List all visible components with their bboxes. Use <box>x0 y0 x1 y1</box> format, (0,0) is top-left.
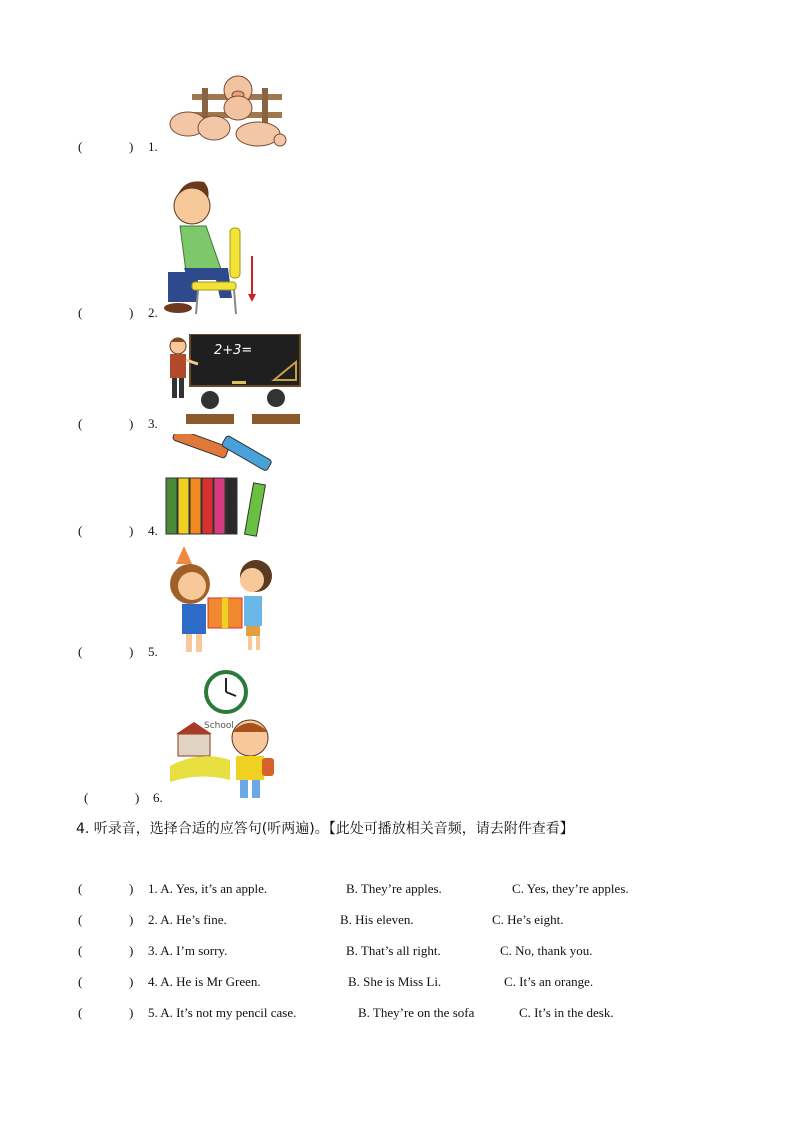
option-a: 5. A. It’s not my pencil case. <box>148 1005 297 1020</box>
item-number: 4. <box>148 523 158 538</box>
option-b: B. His eleven. <box>340 912 414 927</box>
option-c: C. He’s eight. <box>492 912 564 927</box>
answer-paren-open: ( <box>78 139 83 154</box>
option-b: B. That’s all right. <box>346 943 441 958</box>
answer-paren-close: ) <box>129 523 134 538</box>
teacher-classroom-picture <box>164 334 304 426</box>
gift-exchange-picture <box>162 546 276 656</box>
item-number: 6. <box>153 790 163 805</box>
item-number: 2. <box>148 305 158 320</box>
answer-paren-open: ( <box>78 305 83 320</box>
pigs-fence-picture <box>162 68 290 152</box>
answer-paren-close: ) <box>135 790 140 805</box>
answer-paren-close: ) <box>129 139 134 154</box>
option-c: C. It’s an orange. <box>504 974 594 989</box>
item-number: 3. <box>148 416 158 431</box>
answer-paren-close: ) <box>129 1005 134 1020</box>
item-number: 5. <box>148 644 158 659</box>
crayons-picture <box>164 434 272 538</box>
answer-paren-open: ( <box>78 523 83 538</box>
answer-paren-close: ) <box>129 644 134 659</box>
answer-paren-close: ) <box>129 305 134 320</box>
answer-paren-open: ( <box>78 1005 83 1020</box>
answer-paren-open: ( <box>78 912 83 927</box>
clock-school-boy-picture <box>170 670 278 804</box>
item-number: 1. <box>148 139 158 154</box>
answer-paren-open: ( <box>78 974 83 989</box>
option-c: C. Yes, they’re apples. <box>512 881 629 896</box>
option-b: B. They’re on the sofa <box>358 1005 475 1020</box>
option-a: 4. A. He is Mr Green. <box>148 974 261 989</box>
option-c: C. It’s in the desk. <box>519 1005 614 1020</box>
answer-paren-open: ( <box>78 943 83 958</box>
option-a: 1. A. Yes, it’s an apple. <box>148 881 268 896</box>
answer-paren-open: ( <box>78 881 83 896</box>
answer-paren-close: ) <box>129 416 134 431</box>
section-heading: 4. 听录音，选择合适的应答句(听两遍)。【此处可播放相关音频，请去附件查看】 <box>76 821 574 837</box>
option-c: C. No, thank you. <box>500 943 593 958</box>
boy-sit-down-picture <box>162 176 264 316</box>
option-b: B. They’re apples. <box>346 881 442 896</box>
option-a: 2. A. He’s fine. <box>148 912 227 927</box>
svg-text:School: School <box>204 721 234 731</box>
svg-text:2+3=: 2+3= <box>214 343 253 358</box>
answer-paren-open: ( <box>84 790 89 805</box>
answer-paren-open: ( <box>78 416 83 431</box>
answer-paren-close: ) <box>129 881 134 896</box>
answer-paren-close: ) <box>129 912 134 927</box>
option-a: 3. A. I’m sorry. <box>148 943 228 958</box>
answer-paren-open: ( <box>78 644 83 659</box>
answer-paren-close: ) <box>129 943 134 958</box>
option-b: B. She is Miss Li. <box>348 974 442 989</box>
answer-paren-close: ) <box>129 974 134 989</box>
